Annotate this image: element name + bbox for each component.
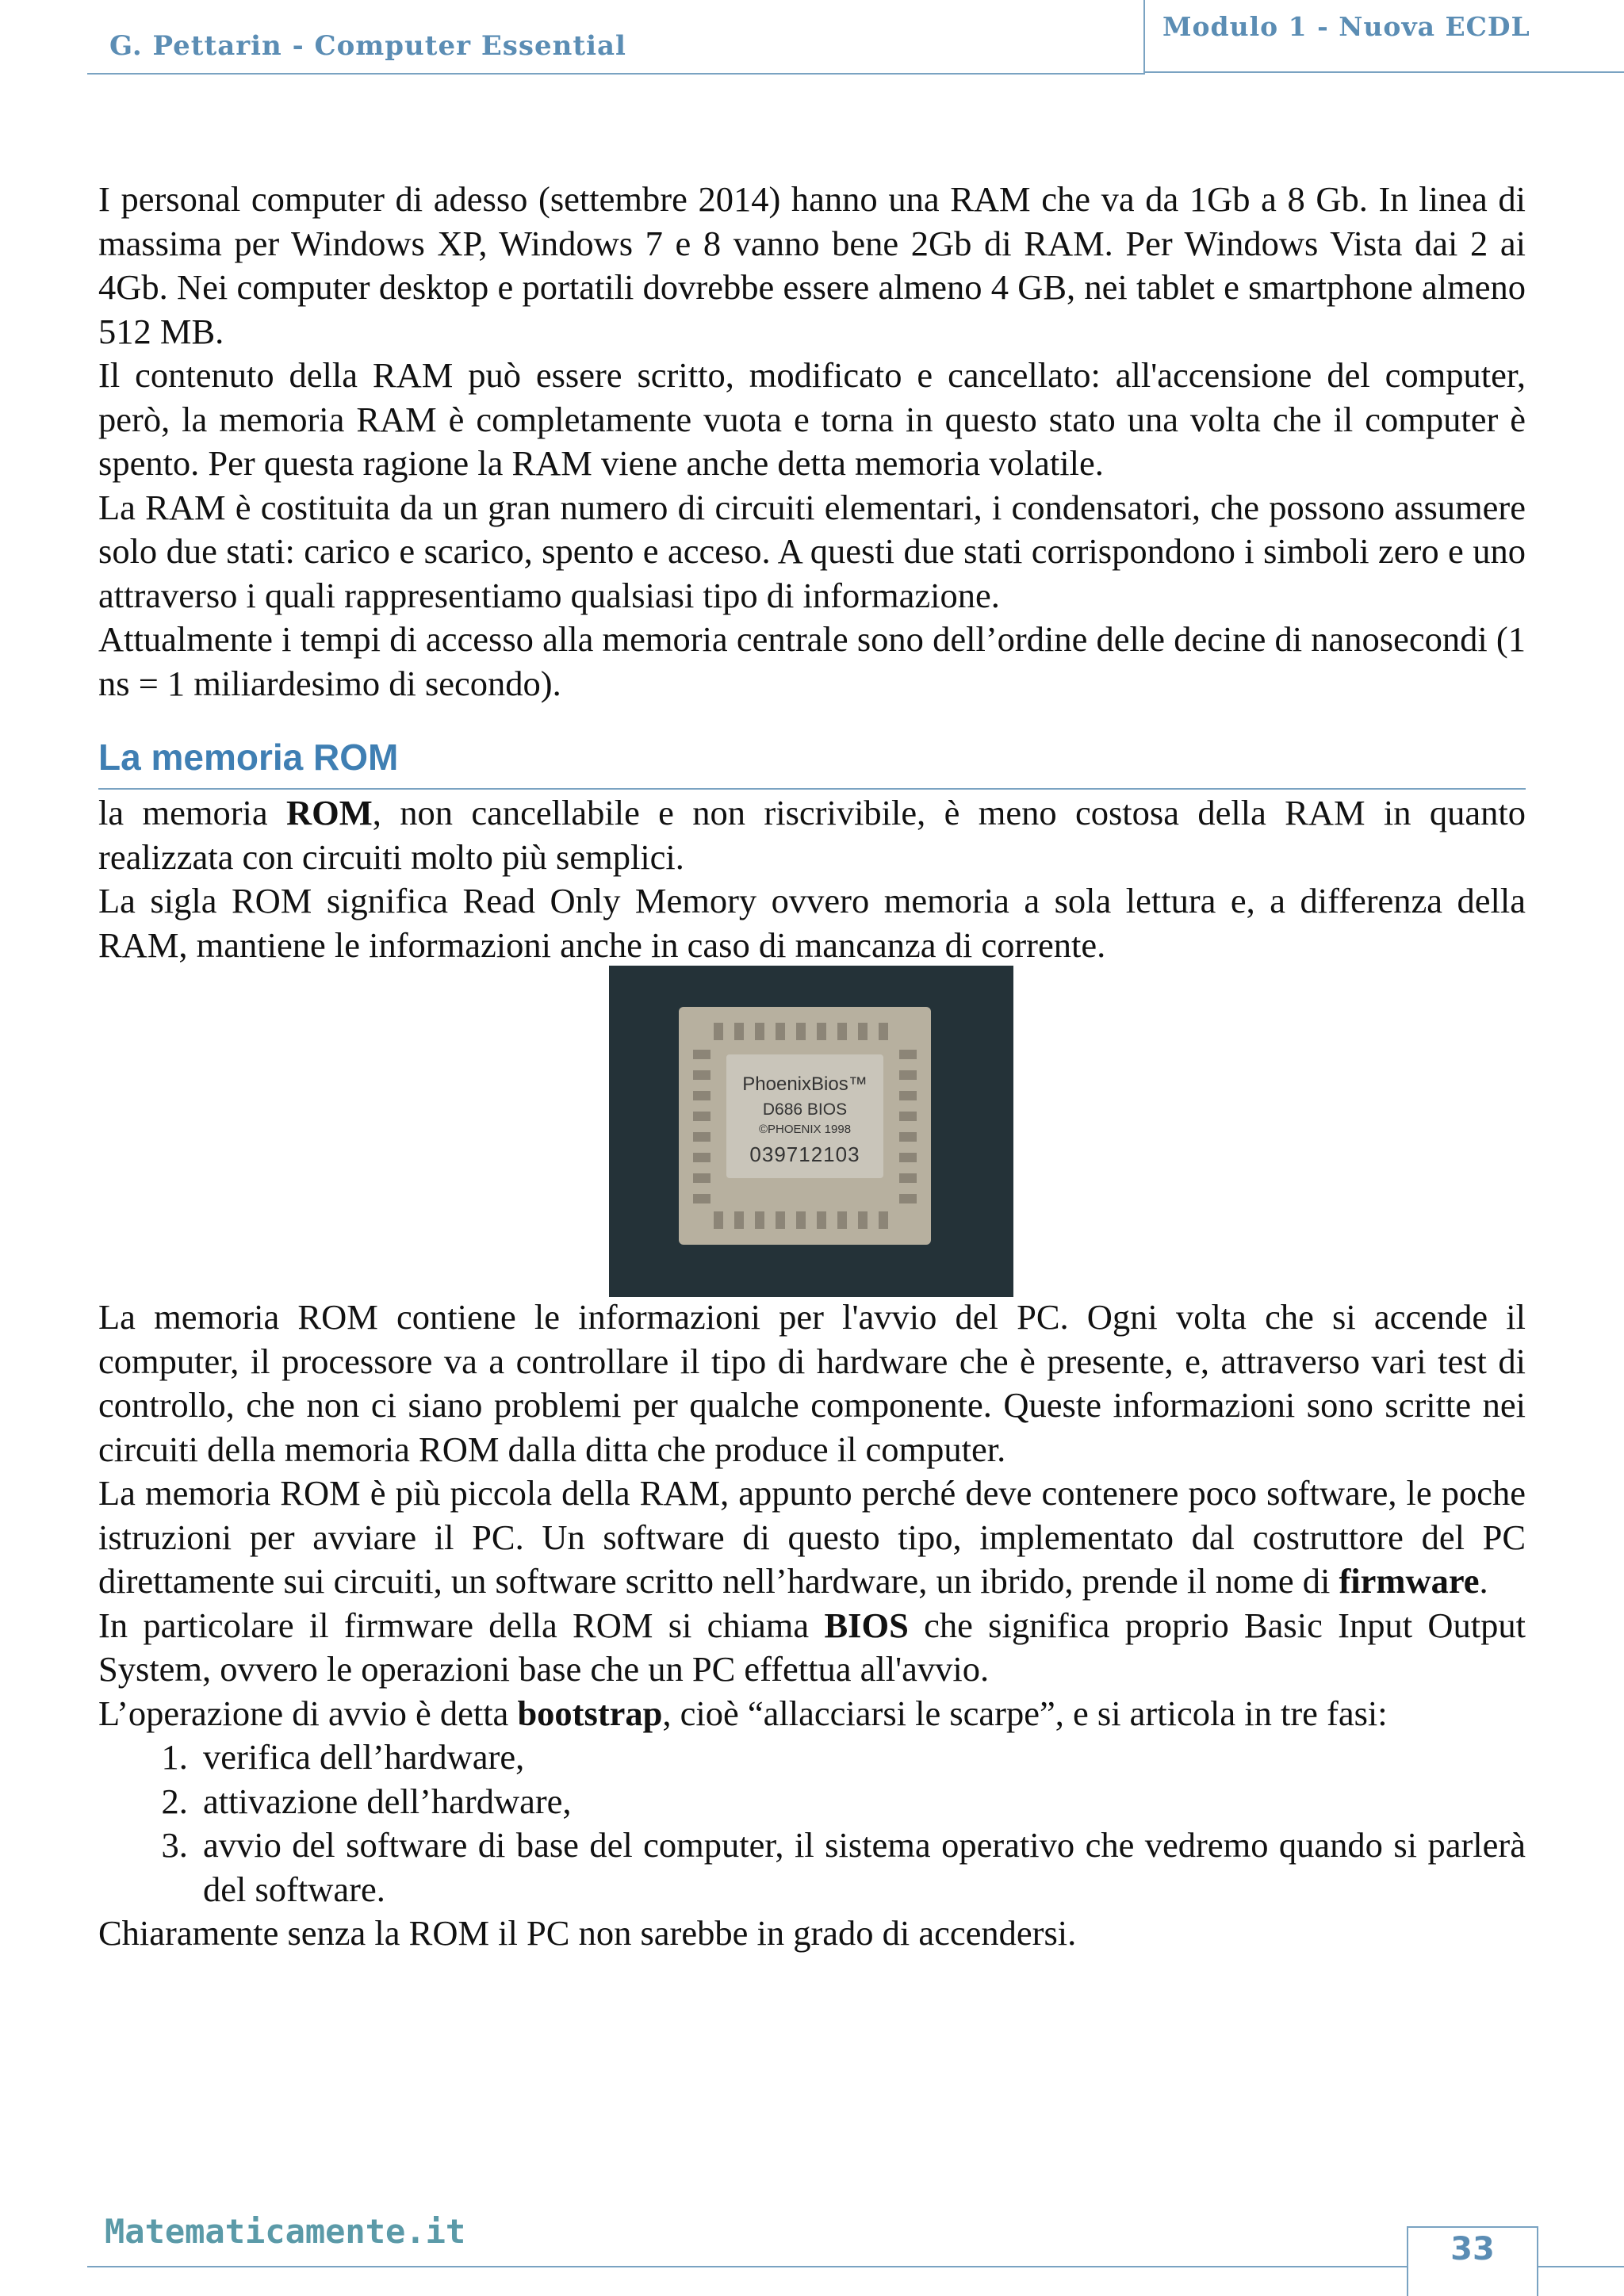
ram-paragraph-4: Attualmente i tempi di accesso alla memoria centrale sono dell’ordine delle decine di nanosecondi (1 ns = 1 miliardesimo di secondo). <box>98 619 1526 703</box>
rom-bold-term: ROM <box>286 793 373 832</box>
list-item: 3. avvio del software di base del computer, il sistema operativo che vedremo quando si parlerà del software. <box>197 1823 1526 1911</box>
bios-term: BIOS <box>824 1605 909 1645</box>
bootstrap-term: bootstrap <box>517 1693 663 1733</box>
header-module-label: Modulo 1 - Nuova ECDL <box>1162 11 1530 42</box>
rom-paragraph-5: In particolare il firmware della ROM si chiama BIOS che significa proprio Basic Input Output System, ovvero le operazioni base che un PC effettua all'avvio. <box>98 1605 1526 1689</box>
bios-chip-photo <box>609 966 1013 1297</box>
page-number: 33 <box>1450 2231 1495 2267</box>
list-item: 1. verifica dell’hardware, <box>197 1735 1526 1780</box>
header-author-title: G. Pettarin - Computer Essential <box>109 30 626 62</box>
rom-body-block <box>98 1295 1526 1956</box>
rom-paragraph-2: La sigla ROM significa Read Only Memory ovvero memoria a sola lettura e, a differenza della RAM, mantiene le informazioni anche in caso di mancanza di corrente. <box>98 881 1526 965</box>
ram-paragraph-1: I personal computer di adesso (settembre 2014) hanno una RAM che va da 1Gb a 8 Gb. In linea di massima per Windows XP, Windows 7 e 8 vanno bene 2Gb di RAM. Per Windows Vista dai 2 ai 4Gb. Nei computer desktop e portatili dovrebbe essere almeno 4 GB, nei tablet e smartphone almeno 512 MB. <box>98 179 1526 351</box>
rom-paragraph-3: La memoria ROM contiene le informazioni per l'avvio del PC. Ogni volta che si accende il computer, il processore va a controllare il tipo di hardware che è presente, e, attraverso vari test di controllo, che non ci siano problemi per qualche componente. Queste informazioni sono scritte nei circuiti della memoria ROM dalla ditta che produce il computer. <box>98 1297 1526 1469</box>
bios-chip-label: PhoenixBios™ D686 BIOS ©PHOENIX 1998 039712103 <box>726 1054 883 1178</box>
footer-rule <box>87 2266 1407 2267</box>
bios-chip <box>679 1007 931 1245</box>
section-title-rom: La memoria ROM <box>98 737 399 778</box>
section-rule <box>98 788 1526 790</box>
rom-paragraph-4: La memoria ROM è più piccola della RAM, appunto perché deve contenere poco software, le poche istruzioni per avviare il PC. Un software di questo tipo, implementato dal costruttore del PC direttamente sui circuiti, un software scritto nell’hardware, un ibrido, prende il nome di firmware. <box>98 1473 1526 1601</box>
bootstrap-steps-list <box>98 1735 1526 1911</box>
rom-paragraph-1: la memoria ROM, non cancellabile e non riscrivibile, è meno costosa della RAM in quanto realizzata con circuiti molto più semplici. <box>98 793 1526 877</box>
rom-paragraph-7: Chiaramente senza la ROM il PC non sarebbe in grado di accendersi. <box>98 1913 1077 1953</box>
list-item: 2. attivazione dell’hardware, <box>197 1780 1526 1824</box>
ram-paragraph-2: Il contenuto della RAM può essere scritto, modificato e cancellato: all'accensione del computer, però, la memoria RAM è completamente vuota e torna in questo stato una volta che il computer è spento. Per questa ragione la RAM viene anche detta memoria volatile. <box>98 355 1526 483</box>
rom-intro-block <box>98 791 1526 967</box>
ram-paragraph-3: La RAM è costituita da un gran numero di circuiti elementari, i condensatori, che possono assumere solo due stati: carico e scarico, spento e acceso. A questi due stati corrispondono i simboli zero e uno attraverso i quali rappresentiamo qualsiasi tipo di informazione. <box>98 487 1526 615</box>
firmware-term: firmware <box>1339 1561 1480 1601</box>
header-rule <box>87 73 1145 75</box>
ram-text-block <box>98 178 1526 706</box>
rom-paragraph-6: L’operazione di avvio è detta bootstrap, cioè “allacciarsi le scarpe”, e si articola in tre fasi: <box>98 1693 1388 1733</box>
footer-rule-right <box>1538 2266 1624 2267</box>
footer-site-name: Matematicamente.it <box>105 2212 466 2251</box>
